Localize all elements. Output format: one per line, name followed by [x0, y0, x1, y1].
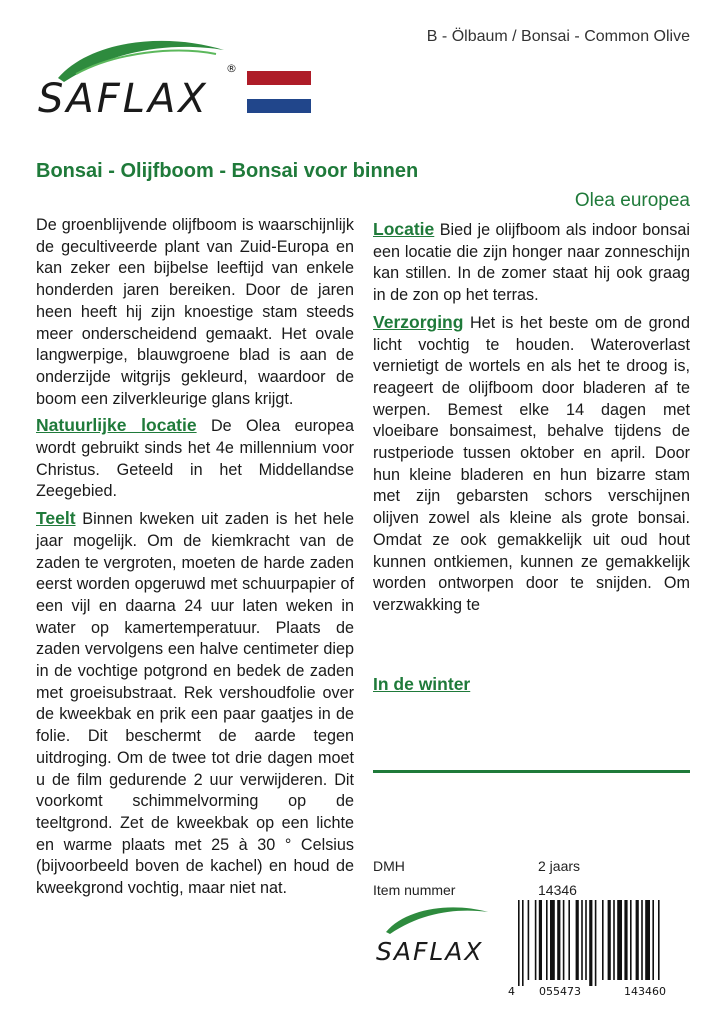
- barcode-bar: [645, 900, 650, 980]
- barcode-bar: [652, 900, 654, 980]
- item-number-value: 14346: [538, 882, 577, 898]
- product-breadcrumb: B - Ölbaum / Bonsai - Common Olive: [426, 28, 690, 45]
- flag-stripe-white: [247, 85, 311, 99]
- barcode-bar: [557, 900, 560, 980]
- barcode-bar: [581, 900, 583, 980]
- barcode-bar: [636, 900, 639, 980]
- section-cultivation: [36, 508, 354, 900]
- barcode-bar: [613, 900, 615, 980]
- barcode-bar: [602, 900, 604, 980]
- barcode-bar: [546, 900, 548, 980]
- natural-location-text: De Olea europea wordt gebruikt sinds het 4e millennium voor Christus. Geteeld in het Middellandse Zeegebied.: [36, 417, 354, 501]
- barcode-left-digits: 055473: [539, 985, 581, 998]
- barcode-bars: [518, 900, 660, 986]
- logo-swoosh-small: [386, 907, 488, 934]
- item-number-label: Item nummer: [373, 882, 456, 898]
- barcode-bar: [617, 900, 622, 980]
- heading-cultivation: Teelt: [36, 508, 76, 529]
- barcode-right-digits: 143460: [624, 985, 666, 998]
- barcode-bar: [641, 900, 643, 980]
- heading-location: Locatie: [373, 219, 435, 239]
- flag-stripe-blue: [247, 99, 311, 113]
- section-location: [373, 219, 690, 307]
- barcode-bar: [528, 900, 530, 980]
- barcode-bar: [595, 900, 597, 986]
- barcode-bar: [522, 900, 524, 986]
- barcode-bar: [550, 900, 555, 980]
- barcode-bar: [624, 900, 627, 980]
- saflax-logo: [36, 30, 248, 126]
- page-title: Bonsai - Olijfboom - Bonsai voor binnen: [36, 160, 419, 182]
- care-text: Het is het beste om de grond licht vochtig te houden. Wateroverlast vernietigt de wortels en als het te droog is, reageert de olijfboom door bladeren af te werpen. Bemest elke 14 dagen met vloeibare bonsaimest, behalve tijdens de rustperiode tussen oktober en april. Door hun kleine bladeren en hun bizarre stam met zijn gebarsten schors verschijnen olijven zowel als kleine als grote bonsai. Omdat ze ook gemakkelijk uit oud hout kunnen ontkiemen, kunnen ze gemakkelijk worden ontworpen door te snijden. Om verzwakking te: [373, 313, 690, 614]
- barcode-bar: [563, 900, 565, 980]
- cultivation-text: Binnen kweken uit zaden is het hele jaar mogelijk. Om de kiemkracht van de zaden te vergroten, moeten de harde zaden eerst worden opgeruwd met schuurpapier of een vijl en daarna 24 uur laten weken in water op kamertemperatuur. Plaats de zaden vervolgens een halve centimeter diep in de vochtige potgrond en bedek de zaden met groeisubstraat. Rek vershoudfolie over de kweekbak en prik een paar gaatjes in de folie. Dit beschermt de aarde tegen uitdroging. Om de twee tot drie dagen moet u de film gedurende 2 uur verwijderen. Dit voorkomt schimmelvorming op de teeltgrond. Zet de kweekbak op een lichte en warme plaats met 25 à 30 ° Celsius (bijvoorbeeld boven de kachel) en houd de kweekgrond vochtig, maar niet nat.: [36, 510, 355, 898]
- barcode-bar: [539, 900, 542, 980]
- barcode-bar: [568, 900, 570, 980]
- heading-care: Verzorging: [373, 311, 464, 332]
- heading-natural-location: Natuurlijke locatie: [36, 415, 197, 436]
- barcode-bar: [576, 900, 579, 980]
- latin-name: Olea europea: [574, 190, 690, 211]
- netherlands-flag: [247, 71, 311, 113]
- barcode-lead-digit: 4: [508, 985, 515, 998]
- barcode-bar: [589, 900, 592, 986]
- flag-stripe-red: [247, 71, 311, 85]
- logo-wordmark: SAFLAX: [38, 76, 209, 122]
- barcode-bar: [518, 900, 520, 986]
- barcode-bar: [608, 900, 611, 980]
- dmh-value: 2 jaars: [538, 858, 581, 874]
- barcode-bar: [658, 900, 660, 980]
- registered-mark: ®: [226, 62, 237, 75]
- right-column: [373, 219, 690, 622]
- intro-text: De groenblijvende olijfboom is waarschijnlijk de gecultiveerde plant van Zuid-Europa en kan zeker een bijbelse leeftijd van enkele honderden jaren bereiken. Door de jaren heen heeft hij zijn knoestige stam steeds meer onderscheidend gemaakt. Het ovale langwerpige, blauwgroene blad is aan de onderzijde witgrijs gekleurd, waardoor de boom een zilverkleurige glans krijgt.: [36, 216, 354, 408]
- barcode-bar: [585, 900, 587, 980]
- logo-wordmark-small: SAFLAX: [376, 937, 484, 966]
- barcode-bar: [630, 900, 632, 980]
- location-text: Bied je olijfboom als indoor bonsai een locatie die zijn honger naar zonneschijn kan stillen. In de zomer staat hij ook graag in de zon op het terras.: [373, 221, 690, 305]
- dmh-label: DMH: [373, 858, 405, 874]
- section-natural-location: [36, 415, 354, 503]
- divider-line: [373, 770, 690, 773]
- left-column: [36, 215, 354, 905]
- barcode-bar: [535, 900, 537, 980]
- section-care: [373, 312, 690, 617]
- ean-barcode: [506, 898, 692, 998]
- heading-winter: In de winter: [373, 674, 471, 694]
- saflax-logo-small: [372, 898, 502, 970]
